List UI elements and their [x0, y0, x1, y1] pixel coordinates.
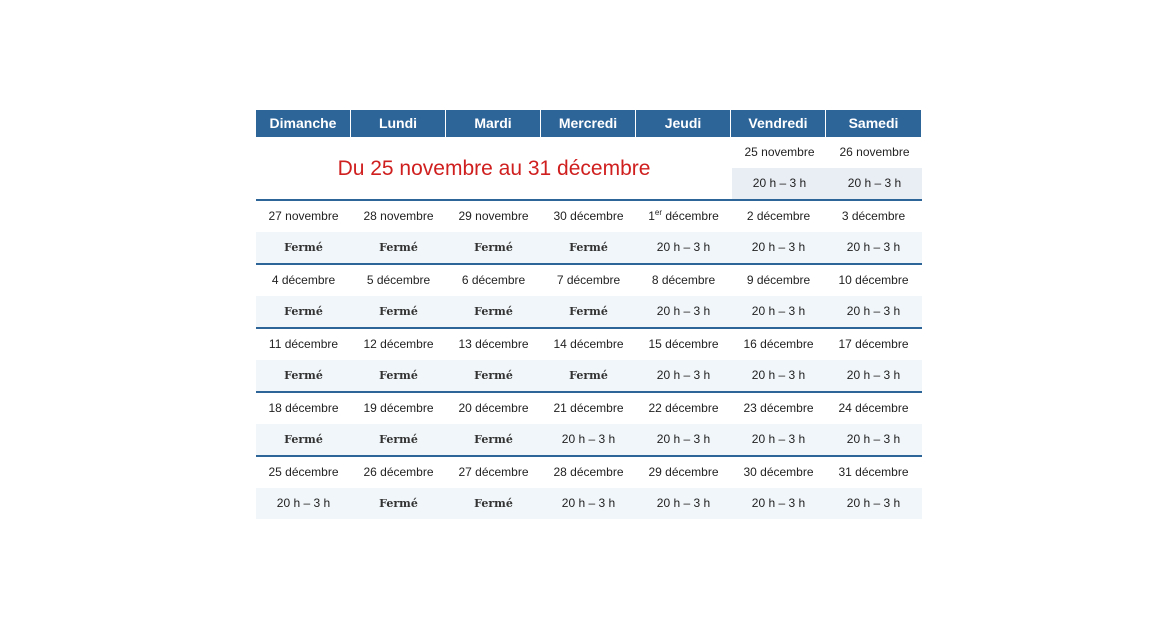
hours-cell: 20 h – 3 h [846, 432, 901, 446]
week-row [256, 457, 922, 519]
date-cell: 28 décembre [553, 465, 624, 479]
closed-cell: Fermé [284, 241, 323, 254]
dates-row [256, 457, 922, 488]
hours-cell: 20 h – 3 h [751, 368, 806, 382]
hours-row [256, 488, 922, 519]
hours-row [256, 232, 922, 263]
date-cell: 31 décembre [838, 465, 909, 479]
date-cell: 8 décembre [651, 273, 716, 287]
hours-cell: 20 h – 3 h [276, 496, 331, 510]
hours-cell: 20 h – 3 h [751, 496, 806, 510]
closed-cell: Fermé [379, 241, 418, 254]
date-cell: 26 décembre [363, 465, 434, 479]
date-cell: 25 décembre [268, 465, 339, 479]
hours-cell: 20 h – 3 h [561, 432, 616, 446]
weekday-header [256, 110, 922, 137]
date-cell: 13 décembre [458, 337, 529, 351]
closed-cell: Fermé [284, 305, 323, 318]
date-cell: 26 novembre [839, 145, 910, 159]
closed-cell: Fermé [379, 433, 418, 446]
closed-cell: Fermé [474, 305, 513, 318]
week-row [256, 393, 922, 457]
date-cell: 21 décembre [553, 401, 624, 415]
period-title: Du 25 novembre au 31 décembre [337, 157, 651, 180]
dates-row [256, 329, 922, 360]
date-cell: 30 décembre [553, 209, 624, 223]
closed-cell: Fermé [379, 305, 418, 318]
date-cell: 18 décembre [268, 401, 339, 415]
date-cell: 11 décembre [268, 337, 339, 351]
hours-cell: 20 h – 3 h [846, 368, 901, 382]
hours-cell: 20 h – 3 h [656, 304, 711, 318]
date-cell: 6 décembre [461, 273, 526, 287]
weeks-container [256, 201, 922, 519]
hours-cell: 20 h – 3 h [751, 304, 806, 318]
hours-cell: 20 h – 3 h [846, 496, 901, 510]
closed-cell: Fermé [569, 369, 608, 382]
date-cell: 14 décembre [553, 337, 624, 351]
dates-row [256, 201, 922, 232]
day-header-thursday: Jeudi [636, 110, 731, 137]
closed-cell: Fermé [284, 369, 323, 382]
date-cell: 4 décembre [271, 273, 336, 287]
closed-cell: Fermé [569, 305, 608, 318]
date-cell [636, 201, 731, 232]
date-cell: 5 décembre [366, 273, 431, 287]
date-cell: 29 novembre [458, 209, 529, 223]
date-cell: 9 décembre [746, 273, 811, 287]
hours-cell: 20 h – 3 h [751, 432, 806, 446]
date-cell: 25 novembre [744, 145, 815, 159]
closed-cell: Fermé [474, 241, 513, 254]
hours-cell: 20 h – 3 h [656, 496, 711, 510]
closed-cell: Fermé [474, 369, 513, 382]
date-cell: 27 novembre [268, 209, 339, 223]
hours-cell: 20 h – 3 h [561, 496, 616, 510]
date-cell: 30 décembre [743, 465, 814, 479]
week-row [256, 329, 922, 393]
date-number: 1 [648, 209, 655, 223]
day-header-sunday: Dimanche [256, 110, 351, 137]
closed-cell: Fermé [474, 497, 513, 510]
day-header-tuesday: Mardi [446, 110, 541, 137]
date-cell: 27 décembre [458, 465, 529, 479]
hours-row [256, 360, 922, 391]
dates-row [256, 393, 922, 424]
day-header-monday: Lundi [351, 110, 446, 137]
dates-row [256, 265, 922, 296]
hours-cell: 20 h – 3 h [827, 168, 922, 199]
closed-cell: Fermé [379, 369, 418, 382]
date-cell: 22 décembre [648, 401, 719, 415]
date-cell: 7 décembre [556, 273, 621, 287]
hours-cell: 20 h – 3 h [656, 368, 711, 382]
date-cell: 12 décembre [363, 337, 434, 351]
hours-cell: 20 h – 3 h [656, 432, 711, 446]
week-row [256, 265, 922, 329]
date-cell: 17 décembre [838, 337, 909, 351]
date-cell: 3 décembre [841, 209, 906, 223]
date-cell: 2 décembre [746, 209, 811, 223]
hours-row [256, 296, 922, 327]
date-cell: 24 décembre [838, 401, 909, 415]
date-cell: 28 novembre [363, 209, 434, 223]
date-month: décembre [662, 209, 719, 223]
day-header-saturday: Samedi [826, 110, 921, 137]
date-cell: 29 décembre [648, 465, 719, 479]
date-cell: 10 décembre [838, 273, 909, 287]
hours-cell: 20 h – 3 h [656, 240, 711, 254]
date-cell: 19 décembre [363, 401, 434, 415]
hours-cell: 20 h – 3 h [846, 240, 901, 254]
day-header-wednesday: Mercredi [541, 110, 636, 137]
holiday-hours-calendar [256, 110, 922, 519]
closed-cell: Fermé [474, 433, 513, 446]
hours-cell: 20 h – 3 h [732, 168, 827, 199]
hours-row [256, 424, 922, 455]
hours-cell: 20 h – 3 h [751, 240, 806, 254]
ordinal-suffix: er [654, 208, 663, 217]
closed-cell: Fermé [569, 241, 608, 254]
date-cell: 20 décembre [458, 401, 529, 415]
first-week-row [256, 137, 922, 201]
week-row [256, 201, 922, 265]
date-cell: 16 décembre [743, 337, 814, 351]
hours-cell: 20 h – 3 h [846, 304, 901, 318]
closed-cell: Fermé [284, 433, 323, 446]
date-cell: 15 décembre [648, 337, 719, 351]
closed-cell: Fermé [379, 497, 418, 510]
date-cell: 23 décembre [743, 401, 814, 415]
day-header-friday: Vendredi [731, 110, 826, 137]
